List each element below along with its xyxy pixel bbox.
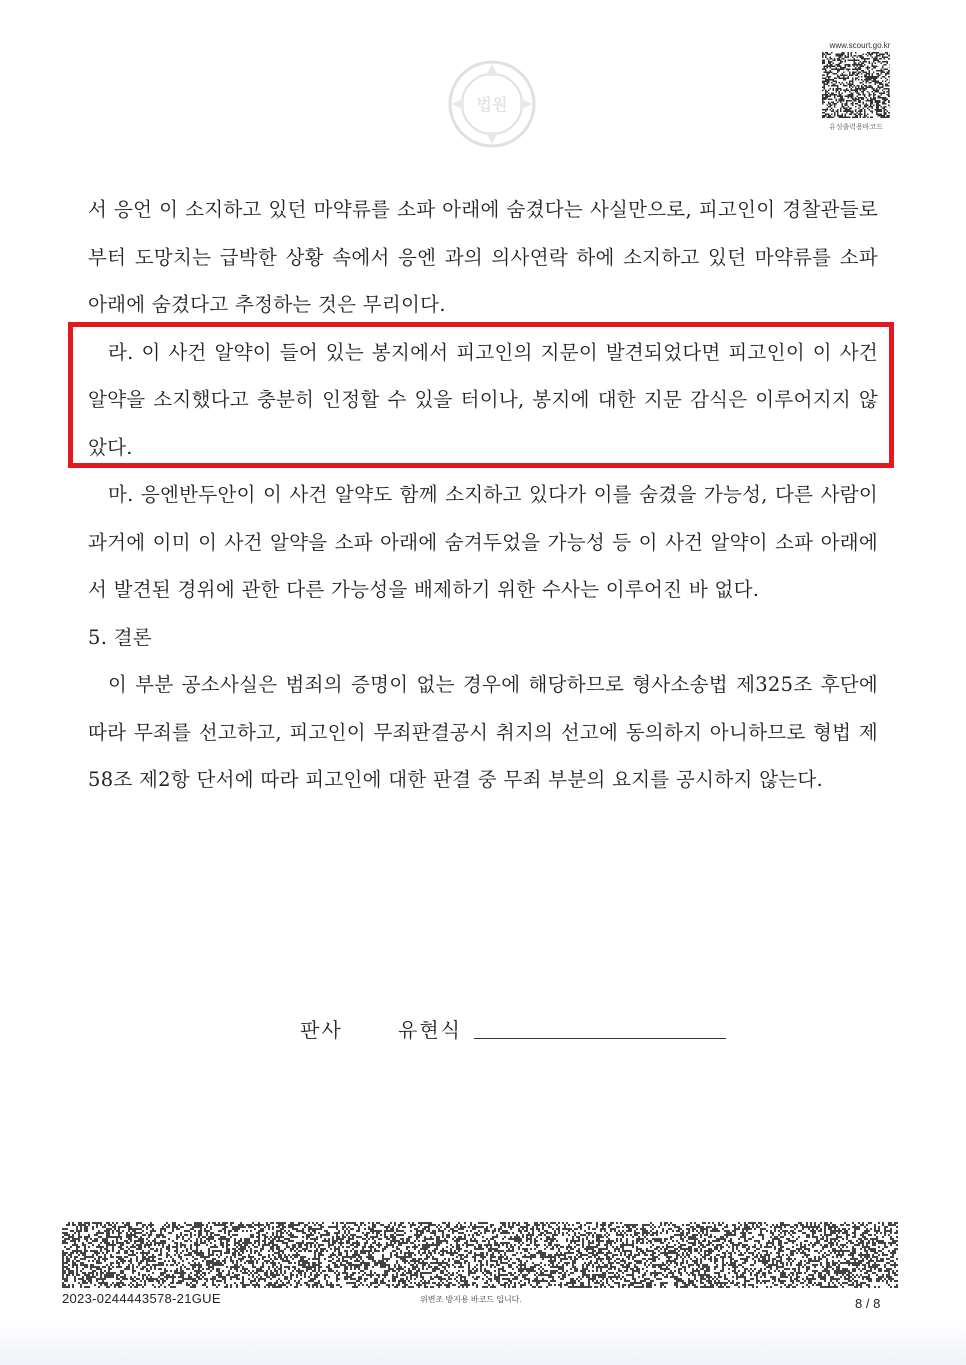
qr-code <box>822 52 890 118</box>
judge-title: 판사 <box>300 1018 343 1042</box>
seal-text: 법원 <box>476 95 508 114</box>
judgment-body <box>88 186 878 804</box>
paragraph-ra: 라. 이 사건 알약이 들어 있는 봉지에서 피고인의 지문이 발견되었다면 피고인이 이 사건 알약을 소지했다고 충분히 인정할 수 있을 터이나, 봉지에 대한 지문 감식은 이루어지지 않았다. <box>88 340 878 459</box>
judge-name: 유현식 <box>398 1018 462 1042</box>
anti-forgery-barcode <box>62 1222 898 1288</box>
paragraph-conclusion: 이 부분 공소사실은 범죄의 증명이 없는 경우에 해당하므로 형사소송법 제325조 후단에 따라 무죄를 선고하고, 피고인이 무죄판결공시 취지의 선고에 동의하지 아니하므로 형법 제58조 제2항 단서에 따라 피고인에 대한 판결 중 무죄 부분의 요지를 공시하지 않는다. <box>88 673 878 791</box>
document-number: 2023-0244443578-21GUE <box>62 1291 221 1306</box>
paragraph-ma: 마. 응엔반두안이 이 사건 알약도 함께 소지하고 있다가 이를 숨겼을 가능성, 다른 사람이 과거에 이미 이 사건 알약을 소파 아래에 숨겨두었을 가능성 등 이 사건 알약이 소파 아래에서 발견된 경위에 관한 다른 가능성을 배제하기 위한 수사는 이루어진 바 없다. <box>88 483 878 601</box>
court-seal-watermark <box>446 58 538 150</box>
highlight-box <box>68 322 894 468</box>
paragraph-intro: 서 응언 이 소지하고 있던 마약류를 소파 아래에 숨겼다는 사실만으로, 피고인이 경찰관들로부터 도망치는 급박한 상황 속에서 응엔 과의 의사연락 하에 소지하고 있던 마약류를 소파 아래에 숨겼다고 추정하는 것은 무리이다. <box>88 198 878 316</box>
site-url: www.scourt.go.kr <box>829 41 891 50</box>
scan-shadow <box>0 1318 966 1365</box>
page-number: 8 / 8 <box>855 1296 881 1311</box>
signature-line <box>474 1038 726 1039</box>
heading-conclusion: 5. 결론 <box>88 625 152 649</box>
barcode-notice: 위변조 방지용 바코드 입니다. <box>420 1295 522 1304</box>
qr-caption: 유성출력용바코드 <box>828 124 884 131</box>
